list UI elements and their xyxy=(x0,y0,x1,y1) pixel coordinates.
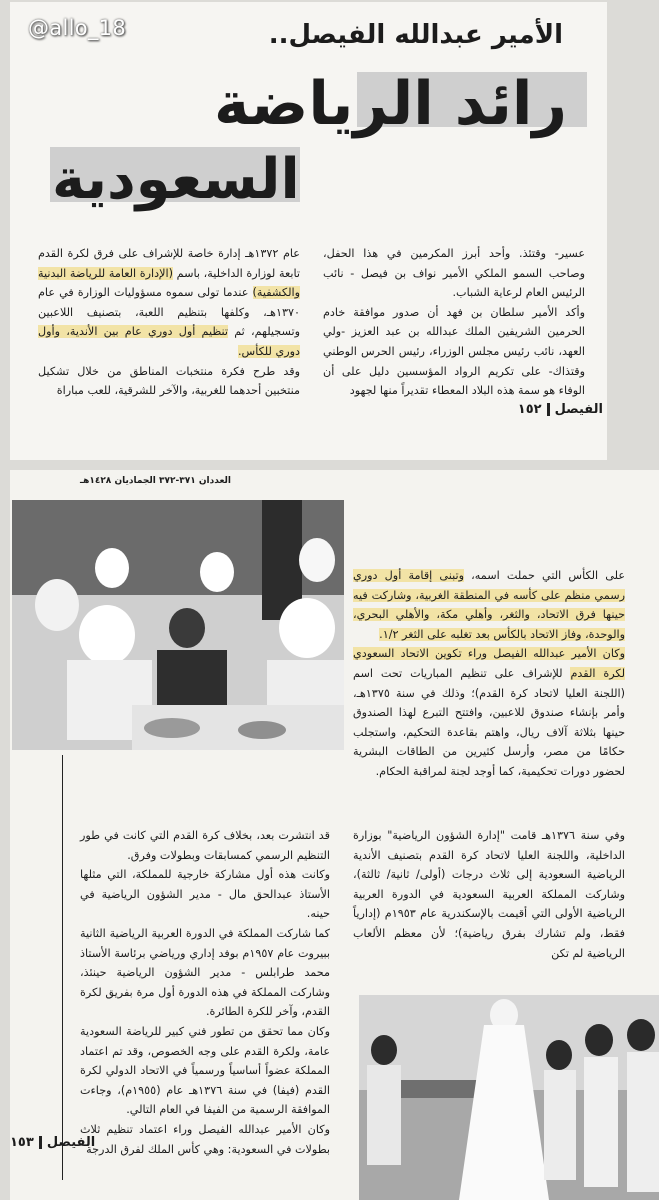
banquet-photo-illustration xyxy=(12,500,344,750)
page-folio xyxy=(518,402,603,417)
paragraph: وكان مما تحقق من تطور فني كبير للرياضة السعودية عامة، ولكرة القدم على وجه الخصوص، وقد تم اعتماد المملكة عضواً أساسياً ورسمياً في الاتحاد الدولي لكرة القدم (فيفا) في سنة ١٣٧٦هـ عام (١٩٥٥م)، وجاءت الموافقة الرسمية من الفيفا في العام التالي. xyxy=(80,1024,330,1117)
text-run: عندما تولى سموه مسؤوليات الوزارة في عام ١٣٧٠هـ، وكلفها بتنظيم اللعبة، بتصنيف اللاعبين وتسجيلهم، ثم xyxy=(38,286,300,339)
folio-brand: الفيصل xyxy=(554,402,603,417)
folio-divider xyxy=(547,403,550,416)
paragraph: عسير- وقتئذ. وأحد أبرز المكرمين في هذا الحفل، وصاحب السمو الملكي الأمير نواف بن فيصل - نائب الرئيس العام لرعاية الشباب. xyxy=(323,247,585,300)
issue-line: العددان ٣٧١-٣٧٢ الجماديان ١٤٢٨هـ xyxy=(80,476,231,486)
highlighted-text: تنظيم أول دوري عام بين الأندية، وأول دوري للكأس. xyxy=(38,325,300,358)
paragraph: وأكد الأمير سلطان بن فهد أن صدور موافقة خادم الحرمين الشريفين الملك عبدالله بن عبد العزيز -ولي العهد، نائب رئيس مجلس الوزراء، رئيس الحرس الوطني وقتذاك- على تكريم الرواد المؤسسين دليل على أن الوفاء هو سمة هذه البلاد المعطاء تقديراً منها لجهود xyxy=(323,305,585,398)
magazine-page-152 xyxy=(10,2,607,460)
text-run: عام ١٣٧٢هـ إدارة خاصة للإشراف على فرق لكرة القدم تابعة لوزارة الداخلية، باسم xyxy=(38,247,300,280)
football-photo-illustration xyxy=(359,995,659,1200)
text-column-upper xyxy=(353,566,625,782)
text-run: على الكأس التي حملت اسمه، xyxy=(471,569,625,582)
magazine-page-153 xyxy=(10,470,659,1200)
text-column-right xyxy=(323,244,585,401)
text-column-middle-left xyxy=(80,826,330,1159)
banquet-photo xyxy=(12,500,344,750)
article-headline-line2: السعودية xyxy=(52,147,300,212)
folio-divider xyxy=(39,1136,42,1149)
article-kicker: الأمير عبدالله الفيصل.. xyxy=(268,20,563,50)
highlighted-text: وكان الأمير عبدالله الفيصل وراء تكوين الاتحاد السعودي لكرة القدم xyxy=(353,647,625,680)
paragraph: وفي سنة ١٣٧٦هـ قامت "إدارة الشؤون الرياضية" بوزارة الداخلية، واللجنة العليا لاتحاد كرة القدم بتصنيف الأندية الرياضية السعودية إلى ثلاث درجات (أولى/ ثانية/ ثالثة)، وشاركت المملكة العربية السعودية في الدورة العربية الرياضية الأولى التي أقيمت بالإسكندرية عام ١٩٥٣م (إدارياً فقط، ولم تشارك بفرق رياضية)؛ لأن معظم الألعاب الرياضية لم تكن xyxy=(353,829,625,960)
paragraph: وكان الأمير عبدالله الفيصل وراء اعتماد تنظيم ثلاث بطولات في السعودية: وهي كأس الملك لفرق الدرجة xyxy=(80,1122,330,1156)
football-photo xyxy=(359,995,659,1200)
paragraph: وكانت هذه أول مشاركة خارجية للمملكة، التي مثلها الأستاذ عبدالحق مال - مدير الشؤون الرياضية في حينه. xyxy=(80,868,330,921)
text-column-left xyxy=(38,244,300,401)
text-column-middle-right xyxy=(353,826,625,963)
column-rule xyxy=(62,755,63,1180)
page-number: ١٥٢ xyxy=(517,402,542,417)
article-headline: رائد الرياضة xyxy=(213,69,567,139)
highlighted-text: (الإدارة العامة للرياضة البدنية والكشفية) xyxy=(38,266,301,300)
text-run: للإشراف على تنظيم المباريات تحت اسم (اللجنة العليا لاتحاد كرة القدم)؛ وذلك في سنة ١٣٧٥هـ، وأمر بإنشاء صندوق للاعبين، وافتتح التبرع لهذا الصندوق حينها بثلاثة آلاف ريال، واهتم بقاعدة التحكيم، واستجلب حكامًا من مصر، وأرسل كثيرين من الطاقات البشرية لحضور دورات تحكيمية، كما أوجد لجنة لمراقبة الحكام. xyxy=(353,666,625,778)
page-number: ١٥٣ xyxy=(10,1135,34,1150)
page-folio xyxy=(10,1135,95,1150)
highlighted-text: وتبنى إقامة أول دوري رسمي منظم على كأسه في المنطقة الغربية، وشاركت فيه حينها فرق الاتحاد، والثغر، وأهلي مكة، والأهلي البحري، والوحدة، وفاز الاتحاد بالكأس بعد تغلبه على الثغر ١/٢. xyxy=(353,569,625,641)
paragraph: وقد طرح فكرة منتخبات المناطق من خلال تشكيل منتخبين أحدهما للغربية، والآخر للشرقية، للعب مباراة xyxy=(38,364,300,398)
watermark-handle: @allo_18 xyxy=(28,16,127,40)
paragraph: قد انتشرت بعد، بخلاف كرة القدم التي كانت في طور التنظيم الرسمي كمسابقات وبطولات وفرق. xyxy=(80,829,330,862)
paragraph: كما شاركت المملكة في الدورة العربية الرياضية الثانية ببيروت عام ١٩٥٧م بوفد إداري ورياضي برئاسة الأستاذ محمد طرابلس - مدير الشؤون الرياضية حينئذ، وشاركت المملكة في هذه الدورة أول مرة بفريق لكرة القدم، وآخر للكرة الطائرة. xyxy=(80,926,330,1019)
folio-brand: الفيصل xyxy=(46,1135,96,1150)
